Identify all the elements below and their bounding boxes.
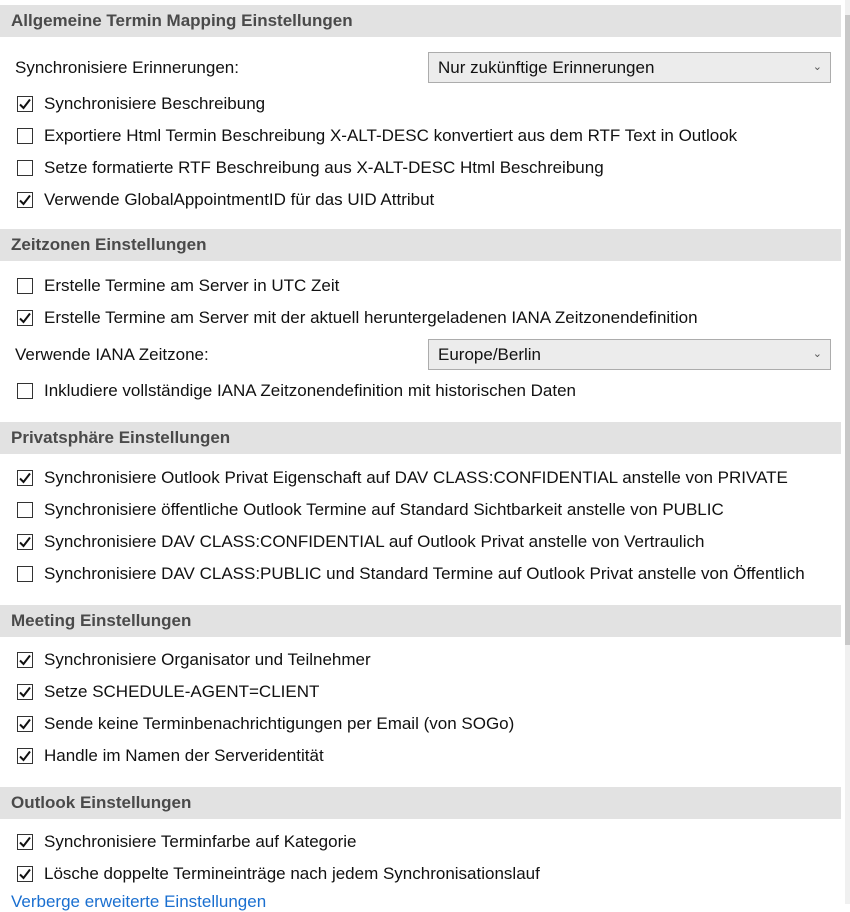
checkbox-label: Sende keine Terminbenachrichtigungen per Email (von SOGo)	[44, 714, 515, 733]
checkbox-label: Synchronisiere öffentliche Outlook Termine auf Standard Sichtbarkeit anstelle von PUBLIC	[44, 500, 724, 519]
checkmark-icon	[18, 835, 32, 849]
checkbox-label: Synchronisiere DAV CLASS:PUBLIC und Standard Termine auf Outlook Privat anstelle von Öffentlich	[44, 564, 805, 583]
checkmark-icon	[18, 471, 32, 485]
section-header-meeting: Meeting Einstellungen	[0, 605, 841, 637]
checkbox-checked[interactable]	[17, 96, 33, 112]
checkbox-unchecked[interactable]	[17, 160, 33, 176]
checkbox-checked[interactable]	[17, 470, 33, 486]
checkbox-label: Setze SCHEDULE-AGENT=CLIENT	[44, 682, 320, 701]
checkbox-option[interactable]	[17, 680, 319, 704]
section-header-general: Allgemeine Termin Mapping Einstellungen	[0, 5, 841, 37]
checkbox-checked[interactable]	[17, 748, 33, 764]
checkbox-checked[interactable]	[17, 652, 33, 668]
checkbox-label: Synchronisiere Outlook Privat Eigenschaft auf DAV CLASS:CONFIDENTIAL anstelle von PRIVATE	[44, 468, 788, 487]
checkbox-option[interactable]	[17, 188, 434, 212]
checkbox-option[interactable]	[17, 466, 788, 490]
checkbox-label: Setze formatierte RTF Beschreibung aus X-ALT-DESC Html Beschreibung	[44, 158, 604, 177]
checkmark-icon	[18, 653, 32, 667]
checkbox-label: Erstelle Termine am Server mit der aktuell heruntergeladenen IANA Zeitzonendefinition	[44, 308, 698, 327]
checkbox-label: Exportiere Html Termin Beschreibung X-ALT-DESC konvertiert aus dem RTF Text in Outlook	[44, 126, 738, 145]
section-header-privacy: Privatsphäre Einstellungen	[0, 422, 841, 454]
checkbox-unchecked[interactable]	[17, 128, 33, 144]
checkbox-checked[interactable]	[17, 684, 33, 700]
hide-advanced-settings-link[interactable]: Verberge erweiterte Einstellungen	[11, 892, 267, 911]
chevron-down-icon: ⌄	[812, 61, 822, 73]
checkbox-label: Erstelle Termine am Server in UTC Zeit	[44, 276, 340, 295]
checkbox-label: Synchronisiere Terminfarbe auf Kategorie	[44, 832, 357, 851]
reminders-label: Synchronisiere Erinnerungen:	[15, 58, 239, 77]
chevron-down-icon: ⌄	[812, 348, 822, 360]
checkbox-option[interactable]	[17, 712, 514, 736]
checkbox-label: Synchronisiere DAV CLASS:CONFIDENTIAL auf Outlook Privat anstelle von Vertraulich	[44, 532, 705, 551]
checkmark-icon	[18, 311, 32, 325]
checkbox-option[interactable]	[17, 530, 704, 554]
checkbox-option[interactable]	[17, 562, 805, 586]
iana-timezone-dropdown[interactable]	[428, 339, 831, 370]
checkbox-checked[interactable]	[17, 534, 33, 550]
section-header-outlook: Outlook Einstellungen	[0, 787, 841, 819]
checkbox-label: Synchronisiere Organisator und Teilnehmer	[44, 650, 371, 669]
checkbox-checked[interactable]	[17, 716, 33, 732]
section-header-timezone: Zeitzonen Einstellungen	[0, 229, 841, 261]
checkbox-option[interactable]	[17, 830, 356, 854]
iana-timezone-label: Verwende IANA Zeitzone:	[15, 345, 209, 364]
checkbox-option[interactable]	[17, 274, 339, 298]
checkmark-icon	[18, 717, 32, 731]
checkbox-label: Lösche doppelte Termineinträge nach jedem Synchronisationslauf	[44, 864, 540, 883]
checkmark-icon	[18, 685, 32, 699]
checkbox-option[interactable]	[17, 124, 737, 148]
checkbox-option[interactable]	[17, 648, 371, 672]
checkbox-option[interactable]	[17, 92, 265, 116]
checkbox-unchecked[interactable]	[17, 566, 33, 582]
checkbox-option[interactable]	[17, 498, 724, 522]
reminders-value: Nur zukünftige Erinnerungen	[438, 58, 655, 77]
checkbox-checked[interactable]	[17, 192, 33, 208]
checkmark-icon	[18, 193, 32, 207]
checkbox-checked[interactable]	[17, 834, 33, 850]
checkbox-label: Inkludiere vollständige IANA Zeitzonendefinition mit historischen Daten	[44, 381, 577, 400]
checkmark-icon	[18, 749, 32, 763]
checkbox-label: Synchronisiere Beschreibung	[44, 94, 266, 113]
checkbox-option[interactable]	[17, 744, 324, 768]
checkbox-label: Handle im Namen der Serveridentität	[44, 746, 324, 765]
vertical-scrollbar[interactable]	[845, 0, 850, 904]
checkmark-icon	[18, 97, 32, 111]
checkbox-unchecked[interactable]	[17, 278, 33, 294]
checkbox-unchecked[interactable]	[17, 383, 33, 399]
checkbox-option[interactable]	[17, 379, 576, 403]
scrollbar-thumb[interactable]	[845, 15, 850, 645]
checkbox-checked[interactable]	[17, 310, 33, 326]
checkbox-unchecked[interactable]	[17, 502, 33, 518]
checkbox-label: Verwende GlobalAppointmentID für das UID Attribut	[44, 190, 435, 209]
checkbox-option[interactable]	[17, 306, 698, 330]
checkmark-icon	[18, 867, 32, 881]
checkbox-option[interactable]	[17, 156, 604, 180]
checkbox-option[interactable]	[17, 862, 540, 886]
reminders-dropdown[interactable]	[428, 52, 831, 83]
iana-timezone-value: Europe/Berlin	[438, 345, 542, 364]
checkbox-checked[interactable]	[17, 866, 33, 882]
checkmark-icon	[18, 535, 32, 549]
